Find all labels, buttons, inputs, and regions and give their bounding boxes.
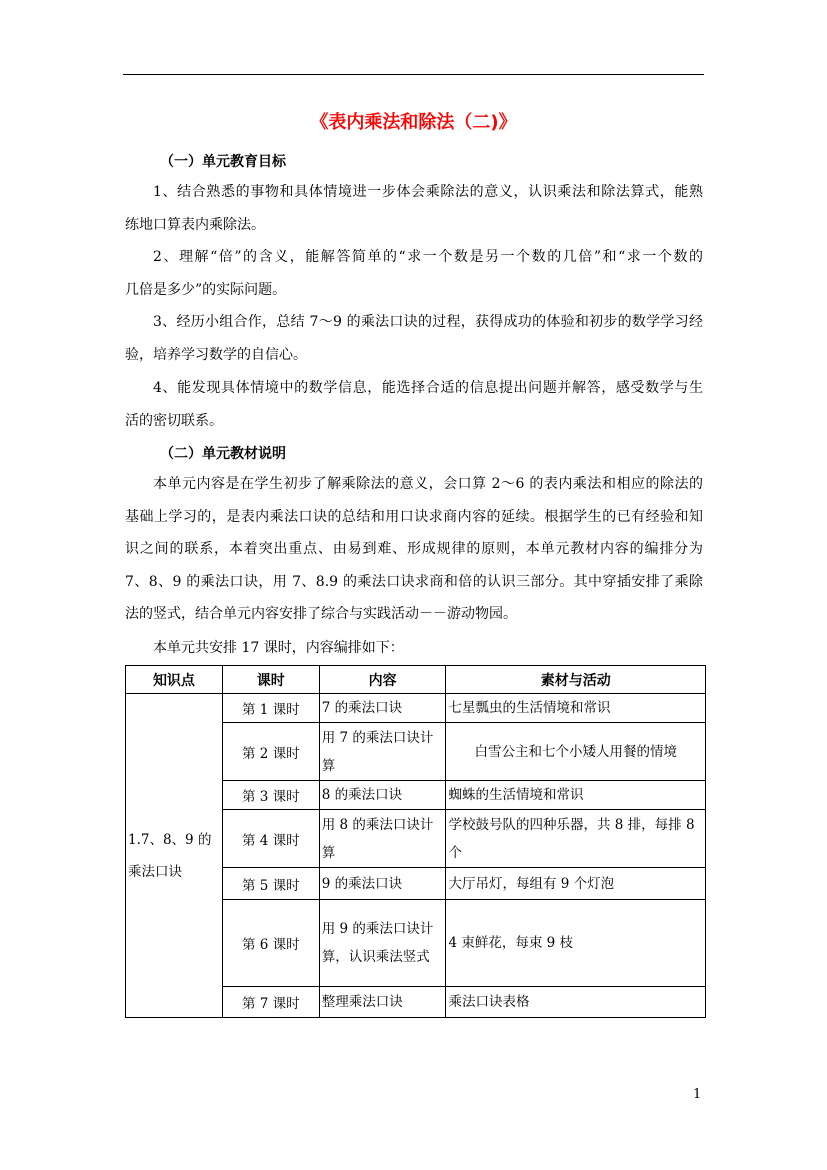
period-cell: 第 3 课时 <box>222 781 319 810</box>
material-cell: 白雪公主和七个小矮人用餐的情境 <box>446 723 706 781</box>
column-header: 课时 <box>222 666 319 694</box>
goal-paragraph-4 <box>125 372 703 437</box>
paragraph-line: 几倍是多少”的实际问题。 <box>125 281 287 298</box>
period-cell: 第 2 课时 <box>222 723 319 781</box>
paragraph-line: 本单元内容是在学生初步了解乘除法的意义，会口算 2～6 的表内乘法和相应的除法的 <box>153 476 703 492</box>
content-cell: 用 9 的乘法口诀计算，认识乘法竖式 <box>319 900 446 987</box>
paragraph-line: 练地口算表内乘除法。 <box>125 216 265 233</box>
paragraph-line: 7、8、9 的乘法口诀，用 7、8.9 的乘法口诀求商和倍的认识三部分。其中穿插安排了乘除 <box>125 573 703 590</box>
paragraph-line: 3、经历小组合作，总结 7～9 的乘法口诀的过程，获得成功的体验和初步的数学学习经 <box>153 314 703 330</box>
content-cell: 用 8 的乘法口诀计算 <box>319 810 446 868</box>
paragraph-line: 法的竖式，结合单元内容安排了综合与实践活动－－游动物园。 <box>125 606 517 622</box>
period-cell: 第 7 课时 <box>222 987 319 1018</box>
materials-paragraph <box>125 468 703 631</box>
content-cell: 9 的乘法口诀 <box>319 868 446 900</box>
page-number: 1 <box>693 1087 702 1102</box>
paragraph-line: 活的密切联系。 <box>125 412 223 429</box>
document-title: 《表内乘法和除法（二)》 <box>310 112 517 133</box>
schedule-intro: 本单元共安排 17 课时，内容编排如下： <box>153 640 404 656</box>
schedule-table <box>125 665 706 1018</box>
content-cell: 7 的乘法口诀 <box>319 694 446 723</box>
material-cell: 蜘蛛的生活情境和常识 <box>446 781 706 810</box>
goal-paragraph-1 <box>125 176 703 241</box>
column-header: 内容 <box>319 666 446 694</box>
table-header-row <box>126 666 706 694</box>
period-cell: 第 1 课时 <box>222 694 319 723</box>
material-cell: 4 束鲜花，每束 9 枝 <box>446 900 706 987</box>
table-row <box>126 694 706 723</box>
content-cell: 用 7 的乘法口诀计算 <box>319 723 446 781</box>
period-cell: 第 6 课时 <box>222 900 319 987</box>
goal-paragraph-3 <box>125 306 703 371</box>
column-header: 素材与活动 <box>446 666 706 694</box>
knowledge-point-cell: 1.7、8、9 的乘法口诀 <box>126 694 223 1018</box>
goal-paragraph-2 <box>125 241 703 306</box>
paragraph-line: 1、结合熟悉的事物和具体情境进一步体会乘除法的意义，认识乘法和除法算式，能熟 <box>153 184 703 200</box>
period-cell: 第 5 课时 <box>222 868 319 900</box>
material-cell: 学校鼓号队的四种乐器，共 8 排，每排 8 个 <box>446 810 706 868</box>
content-cell: 整理乘法口诀 <box>319 987 446 1018</box>
paragraph-line: 基础上学习的，是表内乘法口诀的总结和用口诀求商内容的延续。根据学生的已有经验和知 <box>125 508 703 525</box>
material-cell: 大厅吊灯，每组有 9 个灯泡 <box>446 868 706 900</box>
paragraph-line: 4、能发现具体情境中的数学信息，能选择合适的信息提出问题并解答，感受数学与生 <box>153 380 703 396</box>
header-rule <box>123 74 704 75</box>
section-heading-materials: （二）单元教材说明 <box>160 446 286 462</box>
period-cell: 第 4 课时 <box>222 810 319 868</box>
paragraph-line: 2、理解“倍”的含义，能解答简单的“求一个数是另一个数的几倍”和“求一个数的 <box>153 249 703 265</box>
content-cell: 8 的乘法口诀 <box>319 781 446 810</box>
material-cell: 七星瓢虫的生活情境和常识 <box>446 694 706 723</box>
column-header: 知识点 <box>126 666 223 694</box>
section-heading-goals: （一）单元教育目标 <box>160 154 286 170</box>
material-cell: 乘法口诀表格 <box>446 987 706 1018</box>
paragraph-line: 验，培养学习数学的自信心。 <box>125 346 307 363</box>
paragraph-line: 识之间的联系，本着突出重点、由易到难、形成规律的原则，本单元教材内容的编排分为 <box>125 541 703 557</box>
